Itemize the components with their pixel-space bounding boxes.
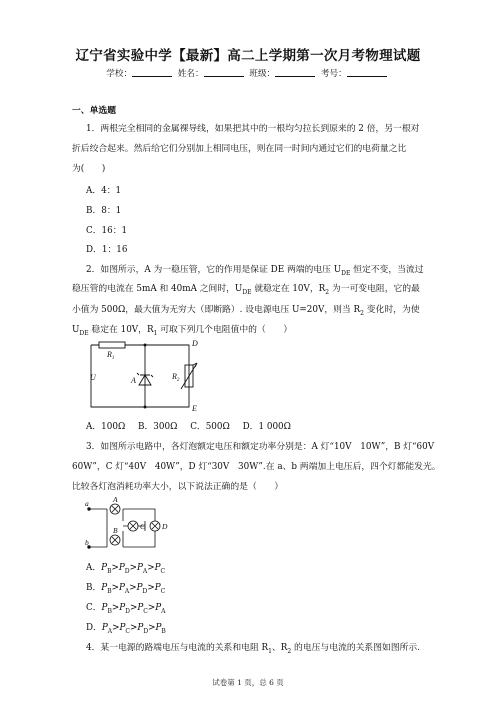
q3-label-lamp-c: C bbox=[140, 522, 146, 531]
q3-option-b[interactable]: B．$P_B>P_A>P_D>P_C$ bbox=[86, 583, 166, 595]
q2-circuit-figure bbox=[85, 337, 205, 413]
q1-option-c[interactable]: C．16：1 bbox=[86, 226, 128, 236]
q2-label-u: U bbox=[90, 373, 96, 382]
school-blank[interactable] bbox=[132, 68, 172, 77]
page-footer: 试卷第 1 页，总 6 页 bbox=[212, 678, 284, 687]
q3-option-a[interactable]: A．$P_B>P_D>P_A>P_C$ bbox=[86, 563, 166, 575]
class-label: 班级： bbox=[249, 69, 276, 79]
q2-option-a[interactable]: A．100Ω bbox=[86, 422, 126, 432]
q2-line-3: 小值为 500Ω，最大值为无穷大（即断路）. 设电源电压 U=20V，则当 $R_2$ 变化时，为使 bbox=[72, 305, 420, 317]
q3-label-lamp-d: D bbox=[162, 522, 168, 531]
q4-line-1: 4．某一电源的路端电压与电流的关系和电阻 $R_1$、$R_2$ 的电压与电流的关系图如图所示. bbox=[86, 643, 420, 655]
school-label: 学校： bbox=[106, 69, 133, 79]
q1-option-a[interactable]: A．4：1 bbox=[86, 186, 122, 196]
student-info-row bbox=[0, 67, 496, 79]
exam-title: 辽宁省实验中学【最新】高二上学期第一次月考物理试题 bbox=[75, 48, 421, 64]
q3-line-2: 60W”，C 灯“40V 40W”，D 灯“30V 30W”.在 a、b 两端加上电压后，四个灯都能发光。 bbox=[72, 462, 441, 472]
q3-circuit-figure bbox=[85, 495, 175, 551]
q2-line-1: 2．如图所示，A 为一稳压管，它的作用是保证 DE 两端的电压 $U_{DE}$ 恒定不变，当流过 bbox=[86, 265, 424, 277]
q2-label-e: E bbox=[192, 404, 197, 413]
q3-label-lamp-b: B bbox=[113, 526, 118, 535]
q3-line-1: 3．如图所示电路中，各灯泡额定电压和额定功率分别是：A 灯“10V 10W”，B 灯“60V bbox=[86, 442, 435, 452]
q2-line-4: $U_{DE}$ 稳定在 10V，$R_1$ 可取下列几个电阻值中的（ ） bbox=[72, 325, 293, 337]
q2-label-a: A bbox=[131, 376, 136, 385]
name-label: 姓名： bbox=[177, 69, 204, 79]
q3-option-c[interactable]: C．$P_B>P_D>P_C>P_A$ bbox=[86, 603, 166, 615]
name-blank[interactable] bbox=[204, 68, 244, 77]
section-heading-single-choice: 一、单选题 bbox=[72, 106, 116, 116]
q2-label-r2: $R_2$ bbox=[172, 372, 180, 383]
q1-option-b[interactable]: B．8：1 bbox=[86, 206, 122, 216]
q1-line-2: 折后绞合起来。然后给它们分别加上相同电压，则在同一时间内通过它们的电荷量之比 bbox=[72, 144, 407, 154]
q3-line-3: 比较各灯泡消耗功率大小，以下说法正确的是（ ） bbox=[72, 482, 284, 492]
q2-label-d: D bbox=[192, 339, 198, 348]
q3-label-lamp-a: A bbox=[113, 495, 118, 504]
q2-label-r1: $R_1$ bbox=[107, 350, 115, 361]
q2-options-row bbox=[86, 419, 291, 432]
q1-option-d[interactable]: D．1：16 bbox=[86, 245, 128, 255]
q2-line-2: 稳压管的电流在 5mA 和 40mA 之间时，$U_{DE}$ 就稳定在 10V，$R_2$ 为一可变电阻，它的最 bbox=[72, 284, 420, 296]
q1-line-3: 为( ) bbox=[72, 164, 106, 174]
q3-label-b-terminal: b bbox=[85, 538, 89, 547]
class-blank[interactable] bbox=[275, 68, 315, 77]
q2-option-d[interactable]: D．1 000Ω bbox=[242, 422, 291, 432]
q2-option-c[interactable]: C．500Ω bbox=[190, 422, 230, 432]
q1-line-1: 1．两根完全相同的金属裸导线，如果把其中的一根均匀拉长到原来的 2 倍，另一根对 bbox=[86, 124, 420, 134]
id-blank[interactable] bbox=[347, 68, 387, 77]
q3-label-a-terminal: a bbox=[85, 499, 89, 508]
q3-option-d[interactable]: D．$P_A>P_C>P_D>P_B$ bbox=[86, 623, 166, 635]
id-label: 考号： bbox=[320, 69, 347, 79]
q2-option-b[interactable]: B．300Ω bbox=[138, 422, 178, 432]
